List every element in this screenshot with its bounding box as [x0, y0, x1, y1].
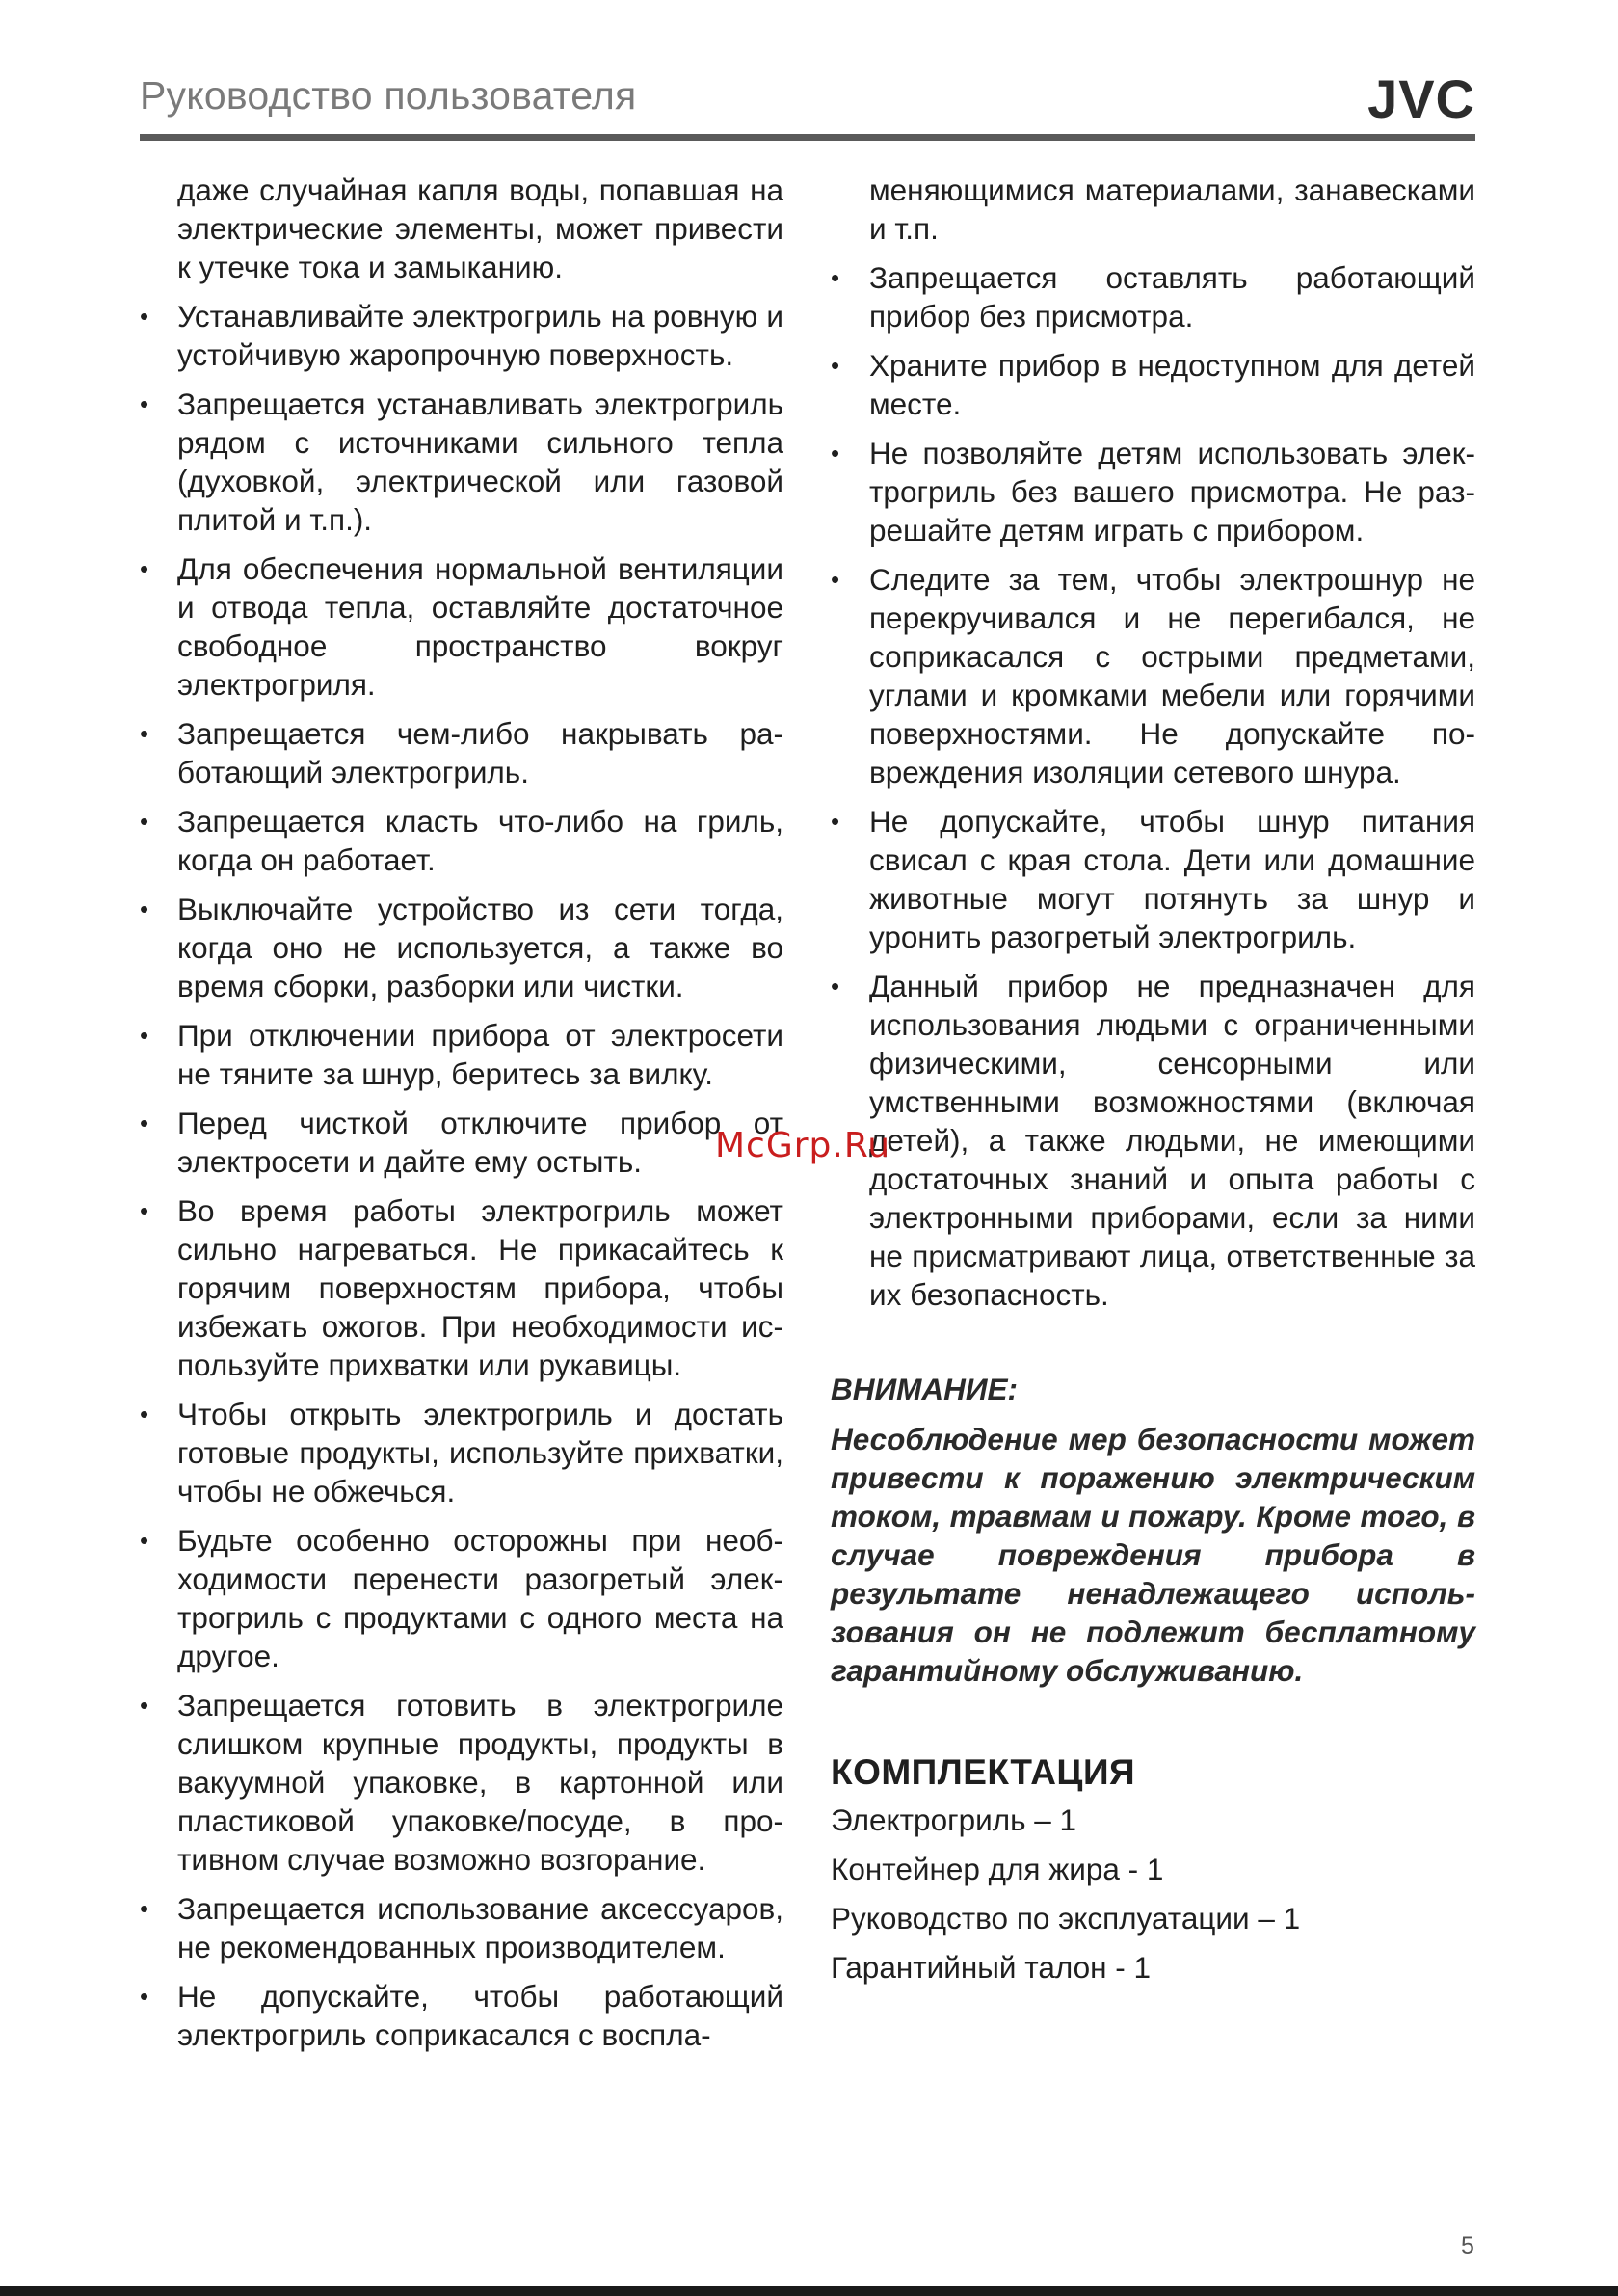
warning-text: Несоблюдение мер безопасности может привести к поражению электрическим током, травмам и пожару. Кроме того, в случае повреждения прибора в результате ненадлежащего использования он не подлежит бесплатному гарантийному обслуживанию.	[831, 1422, 1475, 1688]
list-item: • Запрещается класть что-либо на гриль, когда он работает.	[140, 802, 783, 879]
warning-title: ВНИМАНИЕ:	[831, 1372, 1019, 1406]
brand-logo: JVC	[1367, 68, 1475, 129]
list-item: • Во время работы электрогриль может сильно нагреваться. Не прикасайтесь к горячим поверхностям прибора, чтобы избежать ожогов. При необходимости используйте прихватки или рукавицы.	[140, 1191, 783, 1384]
list-item: • Следите за тем, чтобы электрошнур не перекручивался и не перегибался, не соприкасался с острыми предметами, углами и кромками мебели или горячими поверхностями. Не допускайте повреждения изоляции сетевого шнура.	[831, 560, 1475, 791]
list-item: • Перед чисткой отключите прибор от электросети и дайте ему остыть.	[140, 1104, 783, 1181]
list-item: • Храните прибор в недоступном для детей месте.	[831, 346, 1475, 423]
list-item: • Не допускайте, чтобы работающий электрогриль соприкасался с воспла-	[140, 1977, 783, 2054]
list-item: даже случайная капля воды, попавшая на электрические элементы, может привести к утечке тока и замыканию.	[177, 173, 783, 284]
bottom-border	[0, 2286, 1618, 2296]
kit-item: Гарантийный талон - 1	[831, 1950, 1151, 1985]
list-item: • При отключении прибора от электросети не тяните за шнур, беритесь за вилку.	[140, 1016, 783, 1093]
header-divider	[140, 134, 1475, 141]
warning-block	[831, 1370, 1475, 1690]
right-column	[831, 171, 1475, 1324]
list-item: • Запрещается использование аксессуаров, не рекомендованных производителем.	[140, 1889, 783, 1966]
kit-item: Электрогриль – 1	[831, 1802, 1077, 1837]
page-header	[140, 67, 1475, 135]
manual-title: Руководство пользователя	[140, 73, 637, 118]
list-item: • Данный прибор не предназначен для использования людьми с ограниченными физическими, сенсорными или умственными возможностями (включая детей), а также людьми, не имеющими достаточных знаний и опыта работы с электронными приборами, если за ними не присматривают лица, ответственные за их безопасность.	[831, 967, 1475, 1314]
package-contents	[831, 1750, 1475, 1997]
section-heading: КОМПЛЕКТАЦИЯ	[831, 1752, 1136, 1792]
list-item: • Чтобы открыть электрогриль и достать готовые продукты, используйте прихватки, чтобы не обжечься.	[140, 1395, 783, 1510]
left-column	[140, 171, 783, 2065]
list-item: • Запрещается чем-либо накрывать работающий электрогриль.	[140, 714, 783, 791]
list-item: • Не допускайте, чтобы шнур питания свисал с края стола. Дети или домашние животные могут потянуть за шнур и уронить разогретый электрогриль.	[831, 802, 1475, 956]
list-item: • Запрещается устанавливать электрогриль рядом с источниками сильного тепла (духовкой, электрической или газовой плитой и т.п.).	[140, 385, 783, 539]
list-item: • Не позволяйте детям использовать электрогриль без вашего присмотра. Не разрешайте детям играть с прибором.	[831, 434, 1475, 549]
page-number: 5	[1461, 2232, 1474, 2259]
list-item: меняющимися материалами, занавесками и т.п.	[869, 173, 1475, 246]
list-item: • Будьте особенно осторожны при необходимости перенести разогретый электрогриль с продуктами с одного места на другое.	[140, 1521, 783, 1675]
list-item: • Запрещается готовить в электрогриле слишком крупные продукты, продукты в вакуумной упаковке, в картонной или пластиковой упаковке/посуде, в противном случае возможно возгорание.	[140, 1686, 783, 1879]
list-item: • Выключайте устройство из сети тогда, когда оно не используется, а также во время сборки, разборки или чистки.	[140, 890, 783, 1005]
list-item: • Запрещается оставлять работающий прибор без присмотра.	[831, 258, 1475, 335]
list-item: • Устанавливайте электрогриль на ровную и устойчивую жаропрочную поверхность.	[140, 297, 783, 374]
watermark: McGrp.Ru	[715, 1126, 891, 1165]
kit-item: Руководство по эксплуатации – 1	[831, 1901, 1301, 1936]
list-item: • Для обеспечения нормальной вентиляции и отвода тепла, оставляйте достаточное свободное пространство вокруг электрогриля.	[140, 549, 783, 704]
kit-item: Контейнер для жира - 1	[831, 1852, 1164, 1886]
